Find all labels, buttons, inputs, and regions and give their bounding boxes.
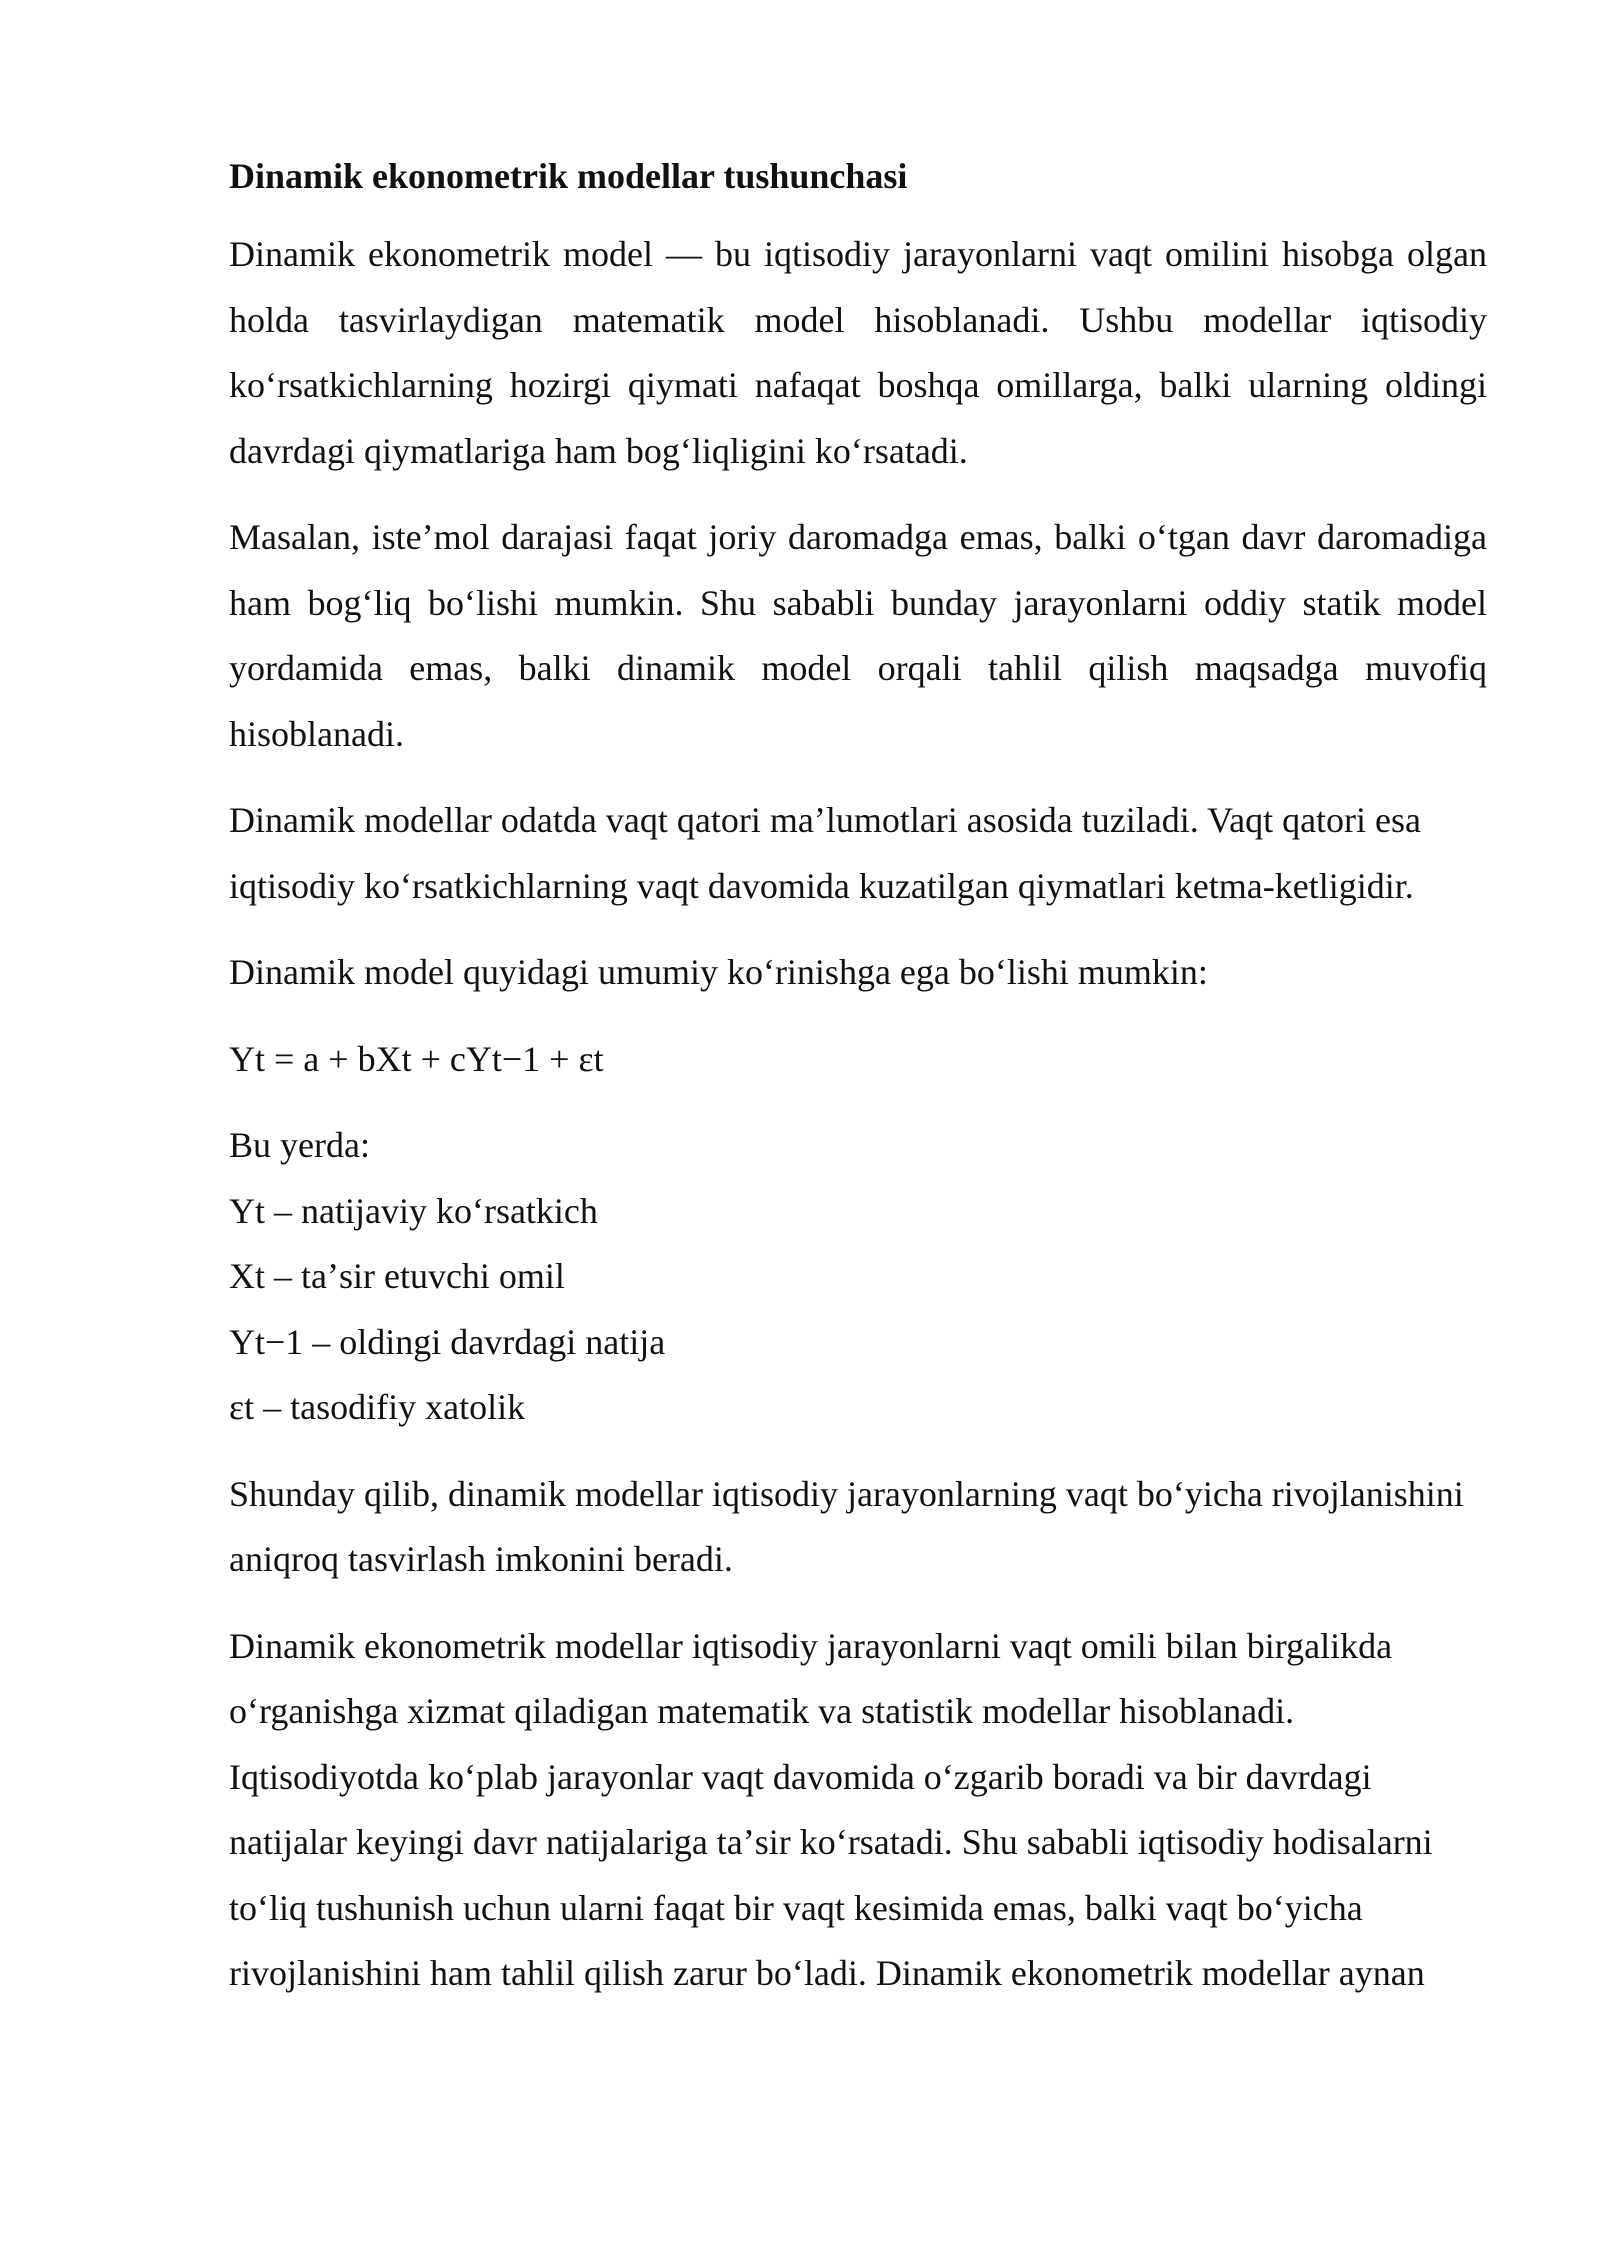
paragraph-continuation: Dinamik ekonometrik modellar iqtisodiy jarayonlarni vaqt omili bilan birgalikda oʻrganishga xizmat qiladigan matematik va statistik modellar hisoblanadi. Iqtisodiyotda koʻplab jarayonlar vaqt davomida oʻzgarib boradi va bir davrdagi natijalar keyingi davr natijalariga taʼsir koʻrsatadi. Shu sababli iqtisodiy hodisalarni toʻliq tushunish uchun ularni faqat bir vaqt kesimida emas, balki vaqt boʻyicha rivojlanishini ham tahlil qilish zarur boʻladi. Dinamik ekonometrik modellar aynan (229, 1625, 1433, 1993)
paragraph-conclusion: Shunday qilib, dinamik modellar iqtisodiy jarayonlarning vaqt boʻyicha rivojlanishini aniqroq tasvirlash imkonini beradi. (229, 1473, 1464, 1579)
paragraph-example: Masalan, isteʼmol darajasi faqat joriy daromadga emas, balki oʻtgan davr daromadiga ham bogʻliq boʻlishi mumkin. Shu sababli bunday jarayonlarni oddiy statik model yordamida emas, balki dinamik model orqali tahlil qilish maqsadga muvofiq hisoblanadi. (229, 517, 1487, 754)
definition-et: εt – tasodifiy xatolik (229, 1387, 526, 1427)
paragraph-definition: Dinamik ekonometrik model — bu iqtisodiy jarayonlarni vaqt omilini hisobga olgan holda tasvirlaydigan matematik model hisoblanadi. Ushbu modellar iqtisodiy koʻrsatkichlarning hozirgi qiymati nafaqat boshqa omillarga, balki ularning oldingi davrdagi qiymatlariga ham bogʻliqligini koʻrsatadi. (229, 234, 1487, 471)
paragraph-model-intro: Dinamik model quyidagi umumiy koʻrinishga ega boʻlishi mumkin: (229, 952, 1208, 992)
definitions-intro: Bu yerda: (229, 1125, 370, 1165)
definition-yt: Yt – natijaviy koʻrsatkich (229, 1190, 598, 1231)
document-page (229, 148, 1487, 2007)
definition-xt: Xt – taʼsir etuvchi omil (229, 1256, 565, 1296)
definition-yt-1: Yt−1 – oldingi davrdagi natija (229, 1321, 666, 1362)
paragraph-time-series: Dinamik modellar odatda vaqt qatori maʼlumotlari asosida tuziladi. Vaqt qatori esa iqtisodiy koʻrsatkichlarning vaqt davomida kuzatilgan qiymatlari ketma-ketligidir. (229, 800, 1422, 906)
definitions-list (229, 1113, 1487, 1441)
model-formula: Yt = a + bXt + cYt−1 + εt (229, 1038, 604, 1079)
document-title: Dinamik ekonometrik modellar tushunchasi (229, 156, 908, 196)
